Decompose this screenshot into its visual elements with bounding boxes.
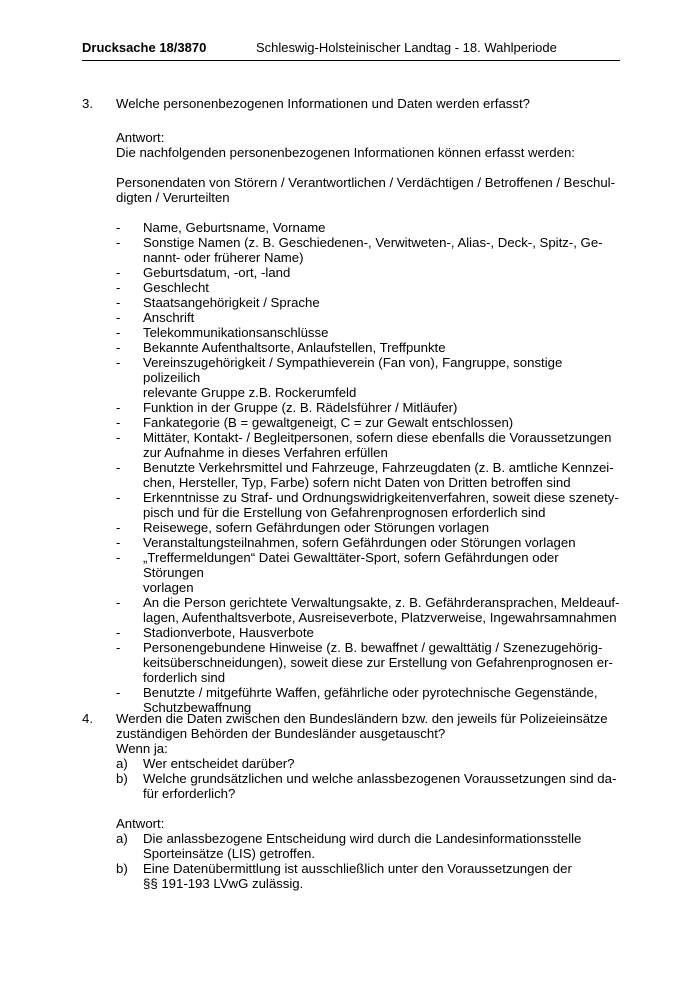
list-item-line: forderlich sind (143, 670, 226, 685)
dash-bullet: - (116, 490, 121, 505)
answer-item-line: §§ 191-193 LVwG zulässig. (143, 876, 304, 891)
question-3-answer-intro: Die nachfolgenden personenbezogenen Informationen können erfasst werden: (116, 145, 575, 160)
list-item-line: Erkenntnisse zu Straf- und Ordnungswidrigkeitenverfahren, soweit diese szenety- (143, 490, 619, 505)
question-3-text: Welche personenbezogenen Informationen und Daten werden erfasst? (116, 96, 530, 111)
dash-bullet: - (116, 220, 121, 235)
question-3-number: 3. (82, 96, 93, 111)
dash-bullet: - (116, 295, 121, 310)
document-number: Drucksache 18/3870 (82, 40, 207, 55)
list-item-line: vorlagen (143, 580, 194, 595)
data-category-list (116, 220, 621, 715)
dash-bullet: - (116, 625, 121, 640)
persons-line: digten / Verurteilten (116, 190, 230, 205)
list-item-line: Name, Geburtsname, Vorname (143, 220, 326, 235)
list-item-line: chen, Hersteller, Typ, Farbe) sofern nicht Daten von Dritten betroffen sind (143, 475, 571, 490)
subquestion (116, 756, 621, 771)
item-letter: b) (116, 861, 128, 876)
subquestion-line: für erforderlich? (143, 786, 236, 801)
list-item (116, 310, 621, 325)
if-yes-label: Wenn ja: (116, 741, 168, 756)
list-item (116, 400, 621, 415)
list-item (116, 235, 621, 265)
dash-bullet: - (116, 280, 121, 295)
question-4-number: 4. (82, 711, 93, 726)
dash-bullet: - (116, 415, 121, 430)
list-item (116, 295, 621, 310)
list-item-line: Telekommunikationsanschlüsse (143, 325, 329, 340)
list-item-line: pisch und für die Erstellung von Gefahrenprognosen erforderlich sind (143, 505, 546, 520)
parliament-title: Schleswig-Holsteinischer Landtag - 18. Wahlperiode (256, 40, 557, 55)
list-item-line: Personengebundene Hinweise (z. B. bewaffnet / gewalttätig / Szenezugehörig- (143, 640, 603, 655)
list-item-line: Benutzte Verkehrsmittel und Fahrzeuge, Fahrzeugdaten (z. B. amtliche Kennzei- (143, 460, 614, 475)
dash-bullet: - (116, 310, 121, 325)
list-item-line: Veranstaltungsteilnahmen, sofern Gefährdungen oder Störungen vorlagen (143, 535, 576, 550)
list-item-line: Anschrift (143, 310, 195, 325)
question-3-answer-label: Antwort: (116, 130, 165, 145)
list-item-line: Sonstige Namen (z. B. Geschiedenen-, Verwitweten-, Alias-, Deck-, Spitz-, Ge- (143, 235, 603, 250)
item-letter: a) (116, 756, 128, 771)
answer-item (116, 861, 621, 891)
dash-bullet: - (116, 265, 121, 280)
list-item (116, 520, 621, 535)
dash-bullet: - (116, 595, 121, 610)
subquestion-list (116, 756, 621, 801)
question-4-line: Werden die Daten zwischen den Bundesländern bzw. den jeweils für Polizeieinsätze (116, 711, 608, 726)
list-item-line: zur Aufnahme in dieses Verfahren erfüllen (143, 445, 388, 460)
list-item (116, 220, 621, 235)
list-item-line: Geschlecht (143, 280, 209, 295)
list-item-line: Fankategorie (B = gewaltgeneigt, C = zur Gewalt entschlossen) (143, 415, 514, 430)
list-item-line: Schutzbewaffnung (143, 700, 252, 715)
item-letter: b) (116, 771, 128, 786)
answer-item (116, 831, 621, 861)
subquestion (116, 771, 621, 801)
dash-bullet: - (116, 430, 121, 445)
list-item (116, 460, 621, 490)
dash-bullet: - (116, 520, 121, 535)
list-item (116, 325, 621, 340)
dash-bullet: - (116, 400, 121, 415)
list-item (116, 625, 621, 640)
list-item-line: Stadionverbote, Hausverbote (143, 625, 314, 640)
list-item (116, 355, 621, 400)
dash-bullet: - (116, 460, 121, 475)
answer-item-line: Sporteinsätze (LIS) getroffen. (143, 846, 316, 861)
list-item (116, 490, 621, 520)
list-item (116, 430, 621, 460)
list-item (116, 265, 621, 280)
list-item-line: relevante Gruppe z.B. Rockerumfeld (143, 385, 357, 400)
item-letter: a) (116, 831, 128, 846)
list-item-line: Geburtsdatum, -ort, -land (143, 265, 291, 280)
list-item-line: Benutzte / mitgeführte Waffen, gefährliche oder pyrotechnische Gegenstände, (143, 685, 598, 700)
list-item-line: Reisewege, sofern Gefährdungen oder Störungen vorlagen (143, 520, 490, 535)
answer-item-line: Die anlassbezogene Entscheidung wird durch die Landesinformationsstelle (143, 831, 582, 846)
question-4-line: zuständigen Behörden der Bundesländer ausgetauscht? (116, 726, 446, 741)
dash-bullet: - (116, 550, 121, 565)
question-4-block (116, 711, 621, 891)
list-item-line: An die Person gerichtete Verwaltungsakte, z. B. Gefährderansprachen, Meldeauf- (143, 595, 620, 610)
list-item-line: „Treffermeldungen“ Datei Gewalttäter-Sport, sofern Gefährdungen oder Störungen (143, 550, 559, 580)
list-item-line: Mittäter, Kontakt- / Begleitpersonen, sofern diese ebenfalls die Voraussetzungen (143, 430, 612, 445)
list-item (116, 415, 621, 430)
list-item-line: Staatsangehörigkeit / Sprache (143, 295, 320, 310)
list-item-line: keitsüberschneidungen), soweit diese zur Erstellung von Gefahrenprognosen er- (143, 655, 613, 670)
list-item (116, 595, 621, 625)
dash-bullet: - (116, 235, 121, 250)
list-item (116, 535, 621, 550)
list-item (116, 550, 621, 595)
question-4-answer-label: Antwort: (116, 816, 165, 831)
question-3-block (116, 96, 621, 715)
list-item-line: lagen, Aufenthaltsverbote, Ausreiseverbote, Platzverweise, Ingewahrsamnahmen (143, 610, 617, 625)
list-item (116, 640, 621, 685)
list-item-line: Bekannte Aufenthaltsorte, Anlaufstellen, Treffpunkte (143, 340, 446, 355)
dash-bullet: - (116, 685, 121, 700)
list-item-line: Vereinszugehörigkeit / Sympathieverein (Fan von), Fangruppe, sonstige polizeilich (143, 355, 563, 385)
dash-bullet: - (116, 325, 121, 340)
dash-bullet: - (116, 640, 121, 655)
subquestion-line: Welche grundsätzlichen und welche anlassbezogenen Voraussetzungen sind da- (143, 771, 617, 786)
answer-item-line: Eine Datenübermittlung ist ausschließlich unter den Voraussetzungen der (143, 861, 572, 876)
dash-bullet: - (116, 355, 121, 370)
list-item (116, 280, 621, 295)
answer-list (116, 831, 621, 891)
list-item (116, 340, 621, 355)
list-item-line: Funktion in der Gruppe (z. B. Rädelsführer / Mitläufer) (143, 400, 458, 415)
dash-bullet: - (116, 535, 121, 550)
dash-bullet: - (116, 340, 121, 355)
subquestion-line: Wer entscheidet darüber? (143, 756, 295, 771)
persons-line: Personendaten von Störern / Verantwortlichen / Verdächtigen / Betroffenen / Beschul- (116, 175, 615, 190)
list-item-line: nannt- oder früherer Name) (143, 250, 304, 265)
page-header (82, 38, 620, 61)
